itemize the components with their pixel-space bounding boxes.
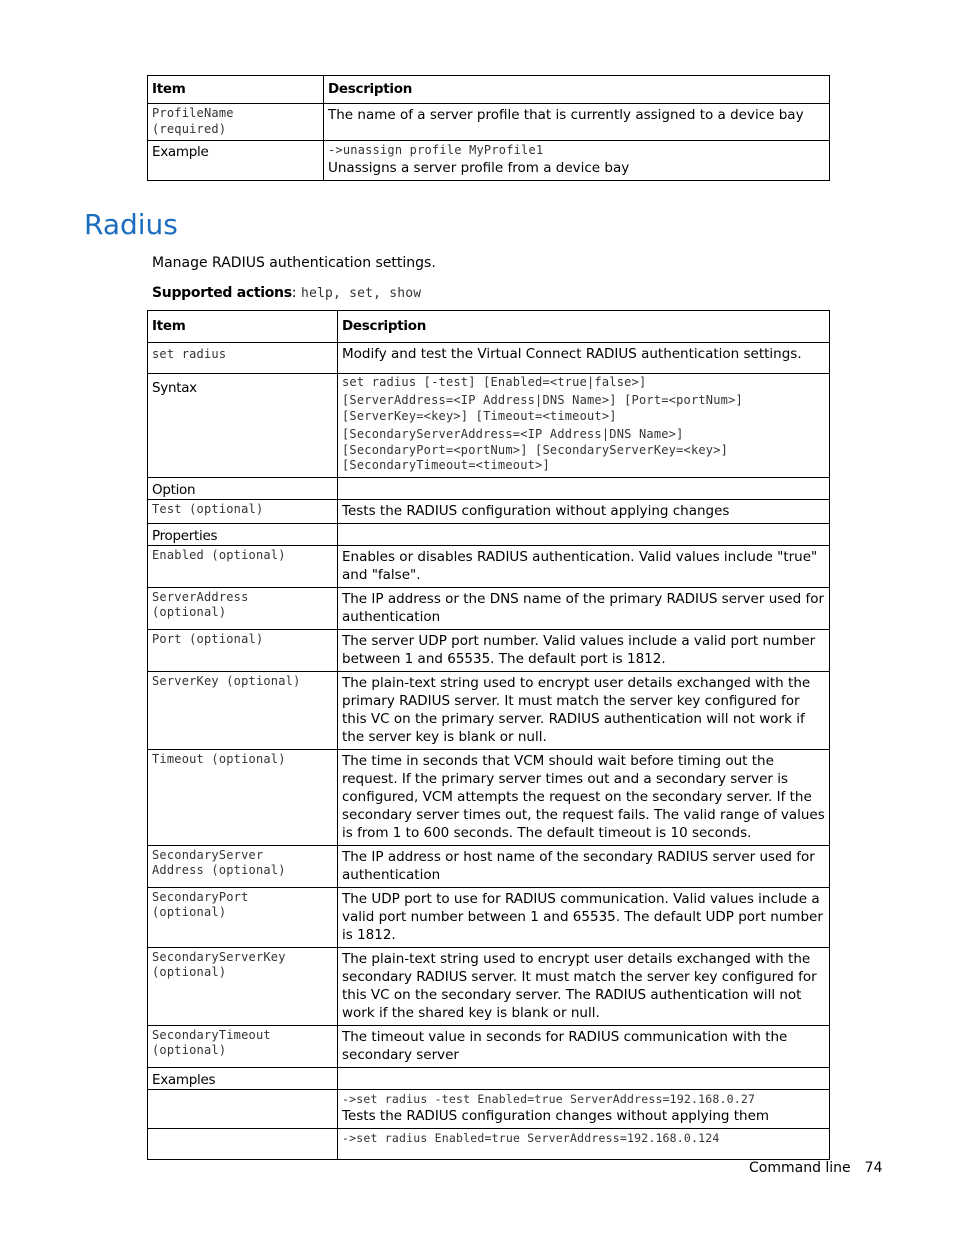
- syntax-line: [ServerKey=<key>] [Timeout=<timeout>]: [342, 408, 617, 423]
- table-header-row: [148, 311, 830, 343]
- description-cell: The IP address or host name of the secondary RADIUS server used for authentication: [338, 845, 830, 887]
- description-cell: Modify and test the Virtual Connect RADIUS authentication settings.: [338, 343, 830, 374]
- item-cell: [148, 587, 338, 629]
- description-cell: [338, 1067, 830, 1089]
- table-row: [148, 1089, 830, 1129]
- table-row: [148, 1025, 830, 1067]
- description-cell: [338, 1089, 830, 1129]
- option-name: Test (optional): [152, 501, 264, 516]
- description-cell: The name of a server profile that is currently assigned to a device bay: [324, 104, 830, 141]
- syntax-line: set radius [-test] [Enabled=<true|false>]: [342, 374, 647, 389]
- description-cell: [338, 1129, 830, 1160]
- table-row: [148, 523, 830, 545]
- example-command: ->set radius Enabled=true ServerAddress=192.168.0.124: [342, 1131, 720, 1145]
- item-cell: [148, 499, 338, 523]
- property-name: Port (optional): [152, 631, 264, 646]
- item-cell: [148, 629, 338, 671]
- property-name: SecondaryPort: [152, 889, 249, 904]
- property-name: Timeout (optional): [152, 751, 286, 766]
- column-header-item: Item: [148, 311, 338, 343]
- item-cell: [148, 1129, 338, 1160]
- supported-actions-values: help, set, show: [300, 286, 422, 301]
- property-qualifier: (optional): [152, 965, 227, 979]
- column-header-description: Description: [324, 76, 830, 104]
- table-header-row: [148, 76, 830, 104]
- property-name: ServerKey (optional): [152, 673, 301, 688]
- description-cell: The plain-text string used to encrypt user details exchanged with the primary RADIUS server. It must match the server key configured for this VC on the primary server. RADIUS authentication will not work if the server key is blank or null.: [338, 671, 830, 749]
- item-cell: [148, 343, 338, 374]
- item-cell: [148, 671, 338, 749]
- row-label-examples: Examples: [148, 1067, 338, 1089]
- item-name: ProfileName: [152, 106, 234, 120]
- syntax-line: [SecondaryTimeout=<timeout>]: [342, 458, 550, 472]
- column-header-item: Item: [148, 76, 324, 104]
- page-footer: [749, 1158, 883, 1178]
- description-cell: [338, 477, 830, 499]
- row-label-syntax: Syntax: [148, 373, 338, 477]
- table-row: [148, 887, 830, 947]
- description-cell: The UDP port to use for RADIUS communication. Valid values include a valid port number between 1 and 65535. The default UDP port number is 1812.: [338, 887, 830, 947]
- item-cell: [148, 104, 324, 141]
- profile-table: [147, 75, 830, 181]
- description-cell: [324, 141, 830, 181]
- example-command: ->unassign profile MyProfile1: [328, 143, 544, 157]
- syntax-line: [SecondaryPort=<portNum>] [SecondaryServerKey=<key>]: [342, 442, 729, 457]
- table-row: [148, 499, 830, 523]
- radius-table: [147, 310, 830, 1160]
- item-cell: [148, 749, 338, 845]
- syntax-line: [ServerAddress=<IP Address|DNS Name>] [Port=<portNum>]: [342, 393, 743, 407]
- row-label-option: Option: [148, 477, 338, 499]
- table-row: [148, 1129, 830, 1160]
- item-cell: [148, 845, 338, 887]
- table-row: [148, 947, 830, 1025]
- table-row: [148, 343, 830, 374]
- table-row: [148, 1067, 830, 1089]
- table-row: [148, 104, 830, 141]
- section-intro: Manage RADIUS authentication settings.: [152, 255, 436, 271]
- table-row: [148, 749, 830, 845]
- supported-actions-separator: :: [291, 285, 301, 301]
- row-label-properties: Properties: [148, 523, 338, 545]
- property-name: ServerAddress: [152, 589, 249, 604]
- description-cell: Tests the RADIUS configuration without applying changes: [338, 499, 830, 523]
- table-row: [148, 477, 830, 499]
- property-qualifier: (optional): [152, 1043, 227, 1057]
- item-cell: [148, 1089, 338, 1129]
- description-cell: The server UDP port number. Valid values include a valid port number between 1 and 65535. The default port is 1812.: [338, 629, 830, 671]
- syntax-line: [SecondaryServerAddress=<IP Address|DNS Name>]: [342, 427, 684, 441]
- table-row: [148, 671, 830, 749]
- table-row: [148, 845, 830, 887]
- property-name: Enabled (optional): [152, 547, 286, 562]
- table-row: [148, 629, 830, 671]
- example-description: Unassigns a server profile from a device bay: [328, 159, 630, 176]
- property-name: SecondaryTimeout: [152, 1027, 271, 1042]
- description-cell: The time in seconds that VCM should wait before timing out the request. If the primary server times out and a secondary server is configured, VCM attempts the request on the secondary server. If the secondary server times out, the request fails. The valid range of values is from 1 to 600 seconds. The default timeout is 10 seconds.: [338, 749, 830, 845]
- description-cell: The timeout value in seconds for RADIUS communication with the secondary server: [338, 1025, 830, 1067]
- property-qualifier: Address (optional): [152, 863, 286, 877]
- page-number: 74: [864, 1160, 883, 1176]
- description-cell: [338, 523, 830, 545]
- table-row: [148, 545, 830, 587]
- description-cell: Enables or disables RADIUS authentication. Valid values include "true" and "false".: [338, 545, 830, 587]
- column-header-description: Description: [338, 311, 830, 343]
- command-name: set radius: [152, 347, 227, 361]
- supported-actions-label: Supported actions: [152, 285, 292, 301]
- property-qualifier: (optional): [152, 605, 227, 619]
- table-row: [148, 373, 830, 477]
- table-row: [148, 587, 830, 629]
- row-label-example: Example: [148, 141, 324, 181]
- property-qualifier: (optional): [152, 905, 227, 919]
- syntax-cell: [338, 373, 830, 477]
- example-command: ->set radius -test Enabled=true ServerAddress=192.168.0.27: [342, 1091, 756, 1106]
- description-cell: The IP address or the DNS name of the primary RADIUS server used for authentication: [338, 587, 830, 629]
- table-row: [148, 141, 830, 181]
- supported-actions: [152, 283, 421, 304]
- description-cell: The plain-text string used to encrypt user details exchanged with the secondary RADIUS server. It must match the server key configured for this VC on the secondary server. The RADIUS authentication will not work if the shared key is blank or null.: [338, 947, 830, 1025]
- example-description: Tests the RADIUS configuration changes without applying them: [342, 1108, 770, 1124]
- property-name: SecondaryServerKey: [152, 949, 286, 964]
- item-cell: [148, 887, 338, 947]
- item-qualifier: (required): [152, 121, 227, 136]
- item-cell: [148, 1025, 338, 1067]
- item-cell: [148, 545, 338, 587]
- item-cell: [148, 947, 338, 1025]
- section-title: Radius: [84, 208, 178, 241]
- property-name: SecondaryServer: [152, 847, 264, 862]
- footer-label: Command line: [749, 1160, 851, 1176]
